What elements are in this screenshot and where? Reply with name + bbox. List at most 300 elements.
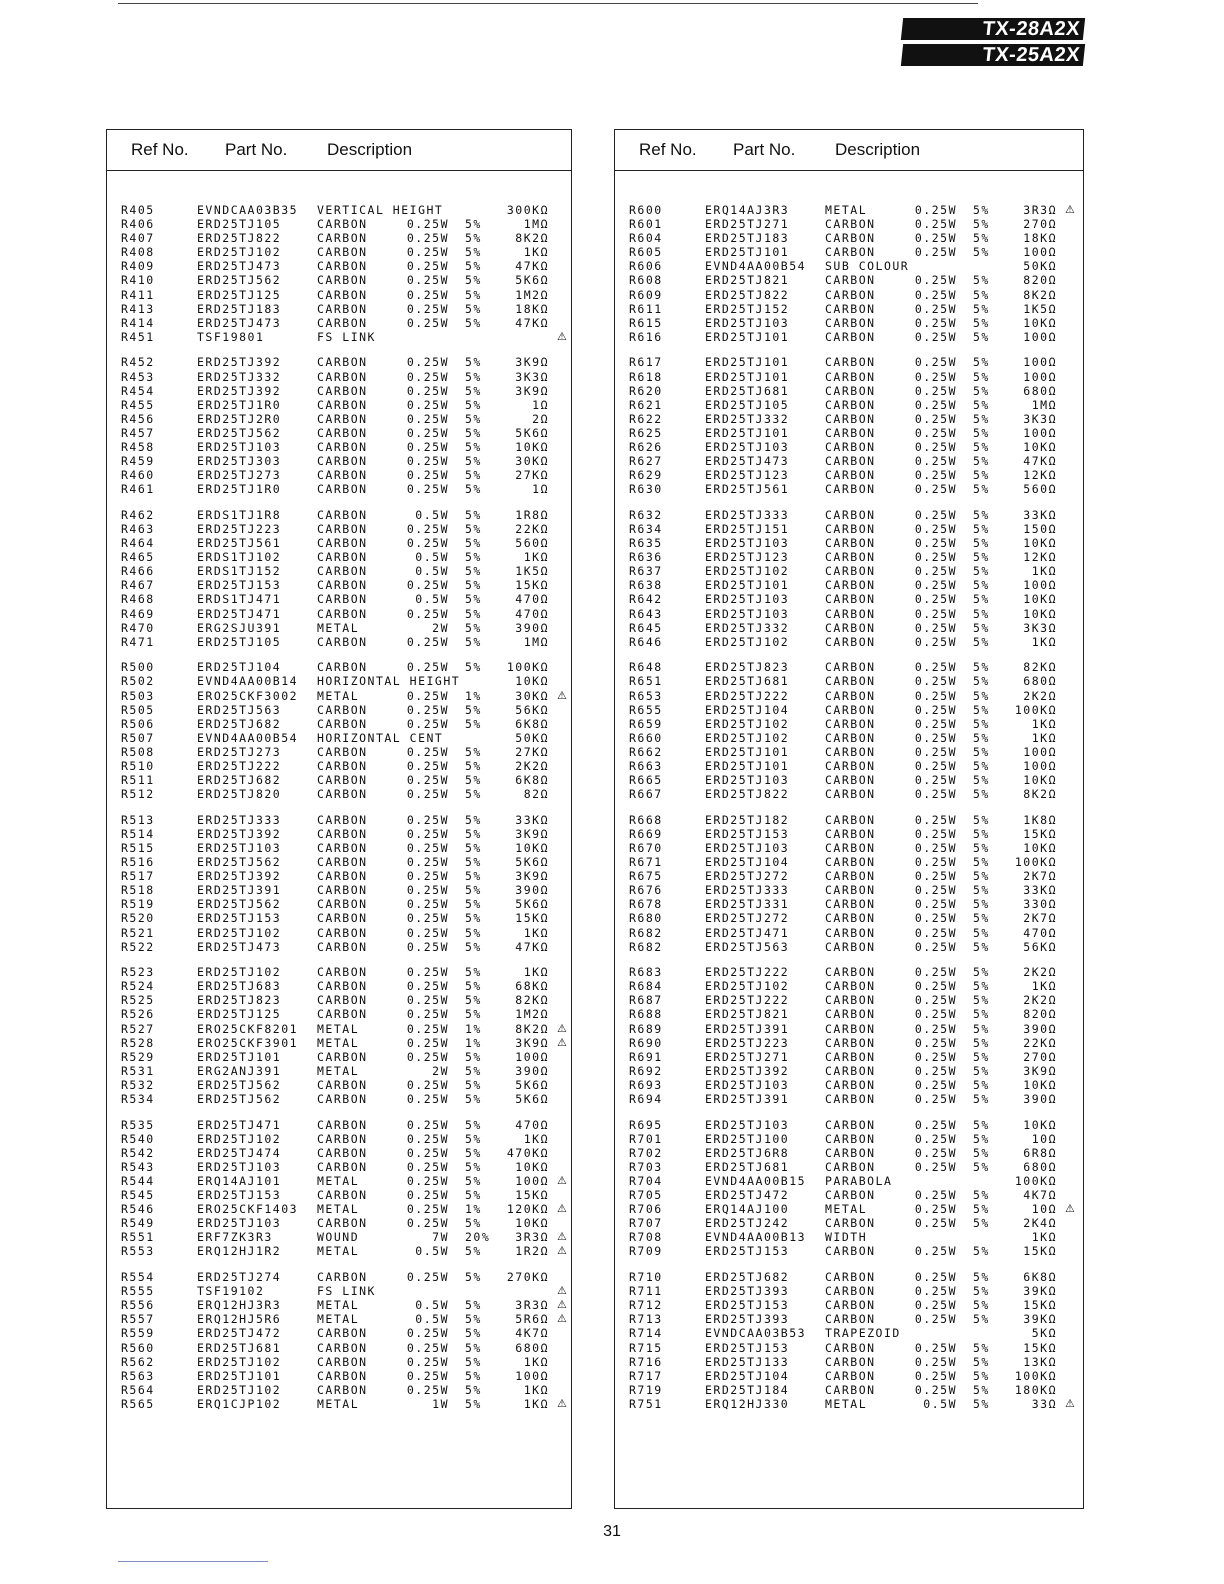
wattage: 0.25W — [406, 758, 449, 773]
wattage: 0.25W — [914, 716, 957, 731]
tolerance: 5% — [465, 660, 482, 675]
description: CARBON — [317, 564, 368, 579]
tolerance: 5% — [973, 1188, 990, 1203]
wattage: 0.25W — [914, 383, 957, 398]
table-row — [615, 993, 1083, 1007]
tolerance: 5% — [465, 1117, 482, 1132]
wattage: 0.25W — [406, 217, 449, 232]
tolerance: 5% — [465, 869, 482, 884]
table-row — [107, 813, 571, 827]
description: CARBON — [825, 231, 876, 246]
ref-no: R632 — [629, 507, 663, 522]
description: CARBON — [317, 369, 368, 384]
table-row — [107, 897, 571, 911]
resistance-value: 5K6Ω — [515, 855, 549, 870]
resistance-value: 300KΩ — [506, 203, 549, 217]
ref-no: R637 — [629, 564, 663, 579]
part-no: ERD25TJ222 — [705, 688, 790, 703]
resistance-value: 100KΩ — [1014, 1368, 1057, 1383]
table-row — [107, 259, 571, 273]
resistance-value: 100Ω — [1023, 355, 1057, 370]
part-no: TSF19801 — [197, 329, 265, 344]
tolerance: 5% — [973, 634, 990, 649]
table-body — [615, 203, 1083, 1423]
table-row — [107, 273, 571, 287]
resistance-value: 33KΩ — [515, 812, 549, 827]
description: METAL — [317, 1174, 360, 1188]
ref-no: R627 — [629, 454, 663, 469]
wattage: 0.25W — [406, 979, 449, 994]
resistance-value: 390Ω — [515, 883, 549, 898]
part-no: ERD25TJ2R0 — [197, 411, 282, 426]
resistance-value: 470KΩ — [506, 1145, 549, 1160]
table-row — [615, 1064, 1083, 1078]
tolerance: 5% — [973, 1092, 990, 1107]
description: CARBON — [825, 397, 876, 412]
ref-no: R689 — [629, 1021, 663, 1036]
resistance-value: 15KΩ — [1023, 1340, 1057, 1355]
description: CARBON — [825, 1188, 876, 1203]
description: CARBON — [825, 592, 876, 607]
ref-no: R705 — [629, 1188, 663, 1203]
table-row — [107, 578, 571, 592]
part-no: ERD25TJ333 — [705, 507, 790, 522]
description: CARBON — [825, 702, 876, 717]
tolerance: 5% — [465, 1244, 482, 1259]
ref-no: R651 — [629, 674, 663, 689]
tolerance: 5% — [973, 369, 990, 384]
wattage: 0.25W — [914, 1049, 957, 1064]
tolerance: 5% — [465, 1326, 482, 1341]
ref-no: R553 — [121, 1244, 155, 1259]
table-row — [107, 607, 571, 621]
header-desc: Description — [835, 140, 921, 159]
table-row — [615, 508, 1083, 522]
wattage: 0.25W — [914, 273, 957, 288]
part-no: ERD25TJ681 — [197, 1340, 282, 1355]
ref-no: R717 — [629, 1368, 663, 1383]
description: CARBON — [825, 273, 876, 288]
tolerance: 5% — [465, 440, 482, 454]
description: METAL — [317, 688, 360, 703]
wattage: 0.25W — [406, 287, 449, 302]
wattage: 0.25W — [914, 840, 957, 855]
ref-no: R545 — [121, 1188, 155, 1203]
ref-no: R688 — [629, 1007, 663, 1022]
wattage: 0.25W — [914, 1216, 957, 1231]
part-no: ERQ12HJ1R2 — [197, 1244, 282, 1259]
ref-no: R512 — [121, 787, 155, 802]
description: CARBON — [317, 1007, 368, 1022]
wattage: 0.25W — [914, 315, 957, 330]
resistance-value: 3K9Ω — [515, 355, 549, 370]
part-no: ERD25TJ562 — [197, 1077, 282, 1092]
table-row — [615, 1341, 1083, 1355]
model-label-2: TX-25A2X — [901, 44, 1085, 66]
resistance-value: 1KΩ — [523, 550, 549, 565]
tolerance: 5% — [465, 939, 482, 954]
tolerance: 5% — [973, 440, 990, 454]
ref-no: R606 — [629, 259, 663, 274]
resistance-value: 10KΩ — [1023, 606, 1057, 621]
wattage: 2W — [432, 620, 449, 635]
tolerance: 5% — [973, 1145, 990, 1160]
part-no: ERD25TJ102 — [705, 716, 790, 731]
resistance-value: 13KΩ — [1023, 1354, 1057, 1369]
ref-no: R626 — [629, 440, 663, 454]
description: CARBON — [825, 1368, 876, 1383]
resistance-value: 33Ω — [1031, 1396, 1057, 1411]
resistance-value: 680Ω — [1023, 1159, 1057, 1174]
tolerance: 5% — [465, 606, 482, 621]
part-no: ERD25TJ101 — [197, 1049, 282, 1064]
ref-no: R646 — [629, 634, 663, 649]
table-row — [615, 1383, 1083, 1397]
resistance-value: 1KΩ — [523, 1354, 549, 1369]
description: METAL — [317, 1063, 360, 1078]
part-no: ERD25TJ271 — [705, 217, 790, 232]
tolerance: 5% — [973, 965, 990, 980]
tolerance: 5% — [465, 1188, 482, 1203]
ref-no: R413 — [121, 301, 155, 316]
table-row — [107, 1355, 571, 1369]
tolerance: 5% — [973, 425, 990, 440]
tolerance: 5% — [465, 273, 482, 288]
part-no: ERD25TJ151 — [705, 521, 790, 536]
tolerance: 5% — [465, 287, 482, 302]
ref-no: R601 — [629, 217, 663, 232]
description: CARBON — [825, 1145, 876, 1160]
table-row — [107, 731, 571, 745]
resistance-value: 56KΩ — [515, 702, 549, 717]
wattage: 0.25W — [406, 1077, 449, 1092]
wattage: 0.25W — [914, 454, 957, 469]
table-row — [615, 564, 1083, 578]
wattage: 0.25W — [406, 855, 449, 870]
header-ref: Ref No. — [131, 140, 189, 159]
table-row — [107, 1132, 571, 1146]
wattage: 0.25W — [914, 550, 957, 565]
table-row — [107, 965, 571, 979]
table-row — [107, 911, 571, 925]
table-row — [107, 592, 571, 606]
table-row — [615, 827, 1083, 841]
tolerance: 5% — [465, 979, 482, 994]
top-rule — [118, 3, 978, 4]
ref-no: R557 — [121, 1312, 155, 1327]
wattage: 0.25W — [406, 826, 449, 841]
table-row — [615, 1188, 1083, 1202]
part-no: ERD25TJ102 — [197, 965, 282, 980]
description: CARBON — [317, 1049, 368, 1064]
part-no: ERD25TJ472 — [197, 1326, 282, 1341]
tolerance: 5% — [465, 454, 482, 469]
tolerance: 5% — [465, 1159, 482, 1174]
ref-no: R682 — [629, 939, 663, 954]
resistance-value: 47KΩ — [515, 939, 549, 954]
description: CARBON — [825, 329, 876, 344]
tolerance: 5% — [973, 231, 990, 246]
ref-no: R751 — [629, 1396, 663, 1411]
wattage: 0.25W — [406, 301, 449, 316]
safety-mark-icon: ⚠ — [557, 1035, 569, 1049]
tolerance: 5% — [973, 855, 990, 870]
table-row — [615, 1216, 1083, 1230]
table-row — [615, 231, 1083, 245]
table-row — [107, 454, 571, 468]
wattage: 0.25W — [406, 965, 449, 980]
tolerance: 5% — [973, 1354, 990, 1369]
ref-no: R535 — [121, 1117, 155, 1132]
description: CARBON — [825, 716, 876, 731]
table-row — [107, 1284, 571, 1298]
tolerance: 5% — [973, 911, 990, 926]
description: SUB COLOUR — [825, 259, 910, 274]
resistance-value: 10KΩ — [1023, 840, 1057, 855]
table-row — [107, 1174, 571, 1188]
wattage: 0.25W — [914, 592, 957, 607]
table-row — [107, 384, 571, 398]
part-no: ERD25TJ332 — [705, 411, 790, 426]
resistance-value: 8K2Ω — [1023, 787, 1057, 802]
part-no: TSF19102 — [197, 1284, 265, 1299]
part-no: EVNDCAA03B53 — [705, 1326, 807, 1341]
wattage: 0.25W — [914, 1063, 957, 1078]
description: CARBON — [825, 869, 876, 884]
table-row — [107, 787, 571, 801]
resistance-value: 100Ω — [1023, 744, 1057, 759]
wattage: 0.25W — [914, 203, 957, 217]
wattage: 0.25W — [406, 1216, 449, 1231]
part-no: ERD25TJ473 — [197, 315, 282, 330]
resistance-value: 820Ω — [1023, 1007, 1057, 1022]
header-part: Part No. — [225, 140, 288, 159]
table-row — [615, 1369, 1083, 1383]
description: CARBON — [825, 454, 876, 469]
description: CARBON — [825, 1244, 876, 1259]
wattage: 0.5W — [415, 592, 449, 607]
description: CARBON — [317, 716, 368, 731]
table-row — [615, 703, 1083, 717]
wattage: 0.25W — [406, 1049, 449, 1064]
resistance-value: 2K2Ω — [1023, 965, 1057, 980]
tolerance: 5% — [973, 1063, 990, 1078]
wattage: 0.25W — [406, 1368, 449, 1383]
wattage: 0.25W — [914, 702, 957, 717]
part-no: ERD25TJ103 — [705, 592, 790, 607]
part-no: ERD25TJ681 — [705, 1159, 790, 1174]
tolerance: 5% — [973, 869, 990, 884]
tolerance: 5% — [973, 758, 990, 773]
ref-no: R528 — [121, 1035, 155, 1050]
wattage: 0.25W — [914, 245, 957, 260]
resistance-value: 100Ω — [1023, 329, 1057, 344]
tolerance: 5% — [465, 925, 482, 940]
ref-no: R617 — [629, 355, 663, 370]
ref-no: R605 — [629, 245, 663, 260]
table-row — [615, 897, 1083, 911]
resistance-value: 3R3Ω — [515, 1230, 549, 1245]
part-no: ERD25TJ103 — [705, 1077, 790, 1092]
resistance-value: 18KΩ — [1023, 231, 1057, 246]
table-row — [615, 426, 1083, 440]
tolerance: 5% — [973, 397, 990, 412]
wattage: 0.25W — [406, 1270, 449, 1285]
ref-no: R690 — [629, 1035, 663, 1050]
tolerance: 5% — [973, 217, 990, 232]
tolerance: 5% — [973, 1159, 990, 1174]
ref-no: R465 — [121, 550, 155, 565]
wattage: 0.25W — [914, 606, 957, 621]
ref-no: R683 — [629, 965, 663, 980]
description: CARBON — [825, 468, 876, 483]
part-no: ERD25TJ471 — [197, 606, 282, 621]
description: CARBON — [317, 939, 368, 954]
wattage: 0.25W — [406, 273, 449, 288]
part-no: ERDS1TJ102 — [197, 550, 282, 565]
description: CARBON — [825, 425, 876, 440]
table-row — [107, 1326, 571, 1340]
part-no: ERD25TJ222 — [705, 993, 790, 1008]
ref-no: R712 — [629, 1298, 663, 1313]
part-no: ERD25TJ105 — [197, 217, 282, 232]
ref-no: R676 — [629, 883, 663, 898]
tolerance: 5% — [973, 620, 990, 635]
resistance-value: 1MΩ — [1031, 397, 1057, 412]
ref-no: R406 — [121, 217, 155, 232]
wattage: 0.25W — [406, 939, 449, 954]
part-no: ERD25TJ104 — [197, 660, 282, 675]
wattage: 0.25W — [406, 1340, 449, 1355]
wattage: 0.25W — [914, 287, 957, 302]
part-no: ERD25TJ102 — [197, 1131, 282, 1146]
wattage: 0.25W — [406, 245, 449, 260]
row-group — [107, 660, 571, 801]
table-row — [615, 522, 1083, 536]
table-row — [107, 979, 571, 993]
table-row — [615, 1244, 1083, 1258]
tolerance: 5% — [465, 592, 482, 607]
resistance-value: 82Ω — [523, 787, 549, 802]
description: CARBON — [825, 1216, 876, 1231]
row-group — [107, 355, 571, 496]
ref-no: R678 — [629, 897, 663, 912]
description: CARBON — [317, 592, 368, 607]
table-row — [107, 1022, 571, 1036]
tolerance: 5% — [465, 1063, 482, 1078]
tolerance: 5% — [465, 245, 482, 260]
wattage: 0.25W — [406, 259, 449, 274]
safety-mark-icon: ⚠ — [1065, 203, 1077, 216]
table-row — [615, 940, 1083, 954]
description: CARBON — [317, 1159, 368, 1174]
wattage: 0.25W — [914, 1382, 957, 1397]
resistance-value: 1KΩ — [523, 1396, 549, 1411]
wattage: 0.25W — [914, 620, 957, 635]
wattage: 0.25W — [406, 315, 449, 330]
description: CARBON — [825, 925, 876, 940]
ref-no: R460 — [121, 468, 155, 483]
part-no: ERQ14AJ101 — [197, 1174, 282, 1188]
wattage: 0.5W — [415, 1244, 449, 1259]
table-row — [615, 1298, 1083, 1312]
part-no: ERD25TJ562 — [197, 897, 282, 912]
resistance-value: 22KΩ — [1023, 1035, 1057, 1050]
tolerance: 5% — [465, 1298, 482, 1313]
wattage: 0.25W — [406, 911, 449, 926]
tolerance: 5% — [465, 355, 482, 370]
part-no: ERD25TJ391 — [197, 883, 282, 898]
resistance-value: 10KΩ — [1023, 592, 1057, 607]
part-no: ERD25TJ332 — [705, 620, 790, 635]
tolerance: 5% — [465, 521, 482, 536]
resistance-value: 15KΩ — [1023, 826, 1057, 841]
model-label-1: TX-28A2X — [901, 18, 1085, 40]
tolerance: 5% — [973, 840, 990, 855]
row-group — [107, 965, 571, 1106]
resistance-value: 50KΩ — [1023, 259, 1057, 274]
ref-no: R659 — [629, 716, 663, 731]
part-no: ERO25CKF3901 — [197, 1035, 299, 1050]
description: CARBON — [317, 536, 368, 551]
description: CARBON — [825, 1270, 876, 1285]
part-no: ERD25TJ102 — [705, 730, 790, 745]
ref-no: R511 — [121, 773, 155, 788]
ref-no: R516 — [121, 855, 155, 870]
resistance-value: 270Ω — [1023, 1049, 1057, 1064]
tolerance: 5% — [973, 203, 990, 217]
description: CARBON — [317, 1354, 368, 1369]
wattage: 0.25W — [914, 855, 957, 870]
safety-mark-icon: ⚠ — [557, 1202, 569, 1216]
table-row — [615, 911, 1083, 925]
resistance-value: 390Ω — [515, 620, 549, 635]
table-row — [107, 508, 571, 522]
description: CARBON — [317, 1340, 368, 1355]
resistance-value: 10KΩ — [1023, 315, 1057, 330]
wattage: 0.25W — [406, 787, 449, 802]
ref-no: R554 — [121, 1270, 155, 1285]
tolerance: 5% — [465, 383, 482, 398]
ref-no: R694 — [629, 1092, 663, 1107]
table-row — [107, 1397, 571, 1411]
description: CARBON — [317, 897, 368, 912]
part-no: ERD25TJ272 — [705, 911, 790, 926]
part-no: ERD25TJ822 — [705, 287, 790, 302]
table-row — [107, 841, 571, 855]
part-no: ERD25TJ102 — [705, 979, 790, 994]
wattage: 0.25W — [406, 840, 449, 855]
table-row — [107, 316, 571, 330]
table-row — [615, 731, 1083, 745]
wattage: 0.25W — [914, 979, 957, 994]
ref-no: R671 — [629, 855, 663, 870]
ref-no: R467 — [121, 578, 155, 593]
resistance-value: 39KΩ — [1023, 1284, 1057, 1299]
ref-no: R642 — [629, 592, 663, 607]
tolerance: 5% — [973, 273, 990, 288]
wattage: 0.5W — [415, 1298, 449, 1313]
resistance-value: 1K8Ω — [1023, 812, 1057, 827]
table-row — [615, 1160, 1083, 1174]
table-row — [107, 1244, 571, 1258]
wattage: 0.25W — [406, 1382, 449, 1397]
resistance-value: 100KΩ — [1014, 1174, 1057, 1188]
part-no: ERD25TJ682 — [197, 716, 282, 731]
ref-no: R529 — [121, 1049, 155, 1064]
tolerance: 5% — [973, 1396, 990, 1411]
ref-no: R648 — [629, 660, 663, 675]
